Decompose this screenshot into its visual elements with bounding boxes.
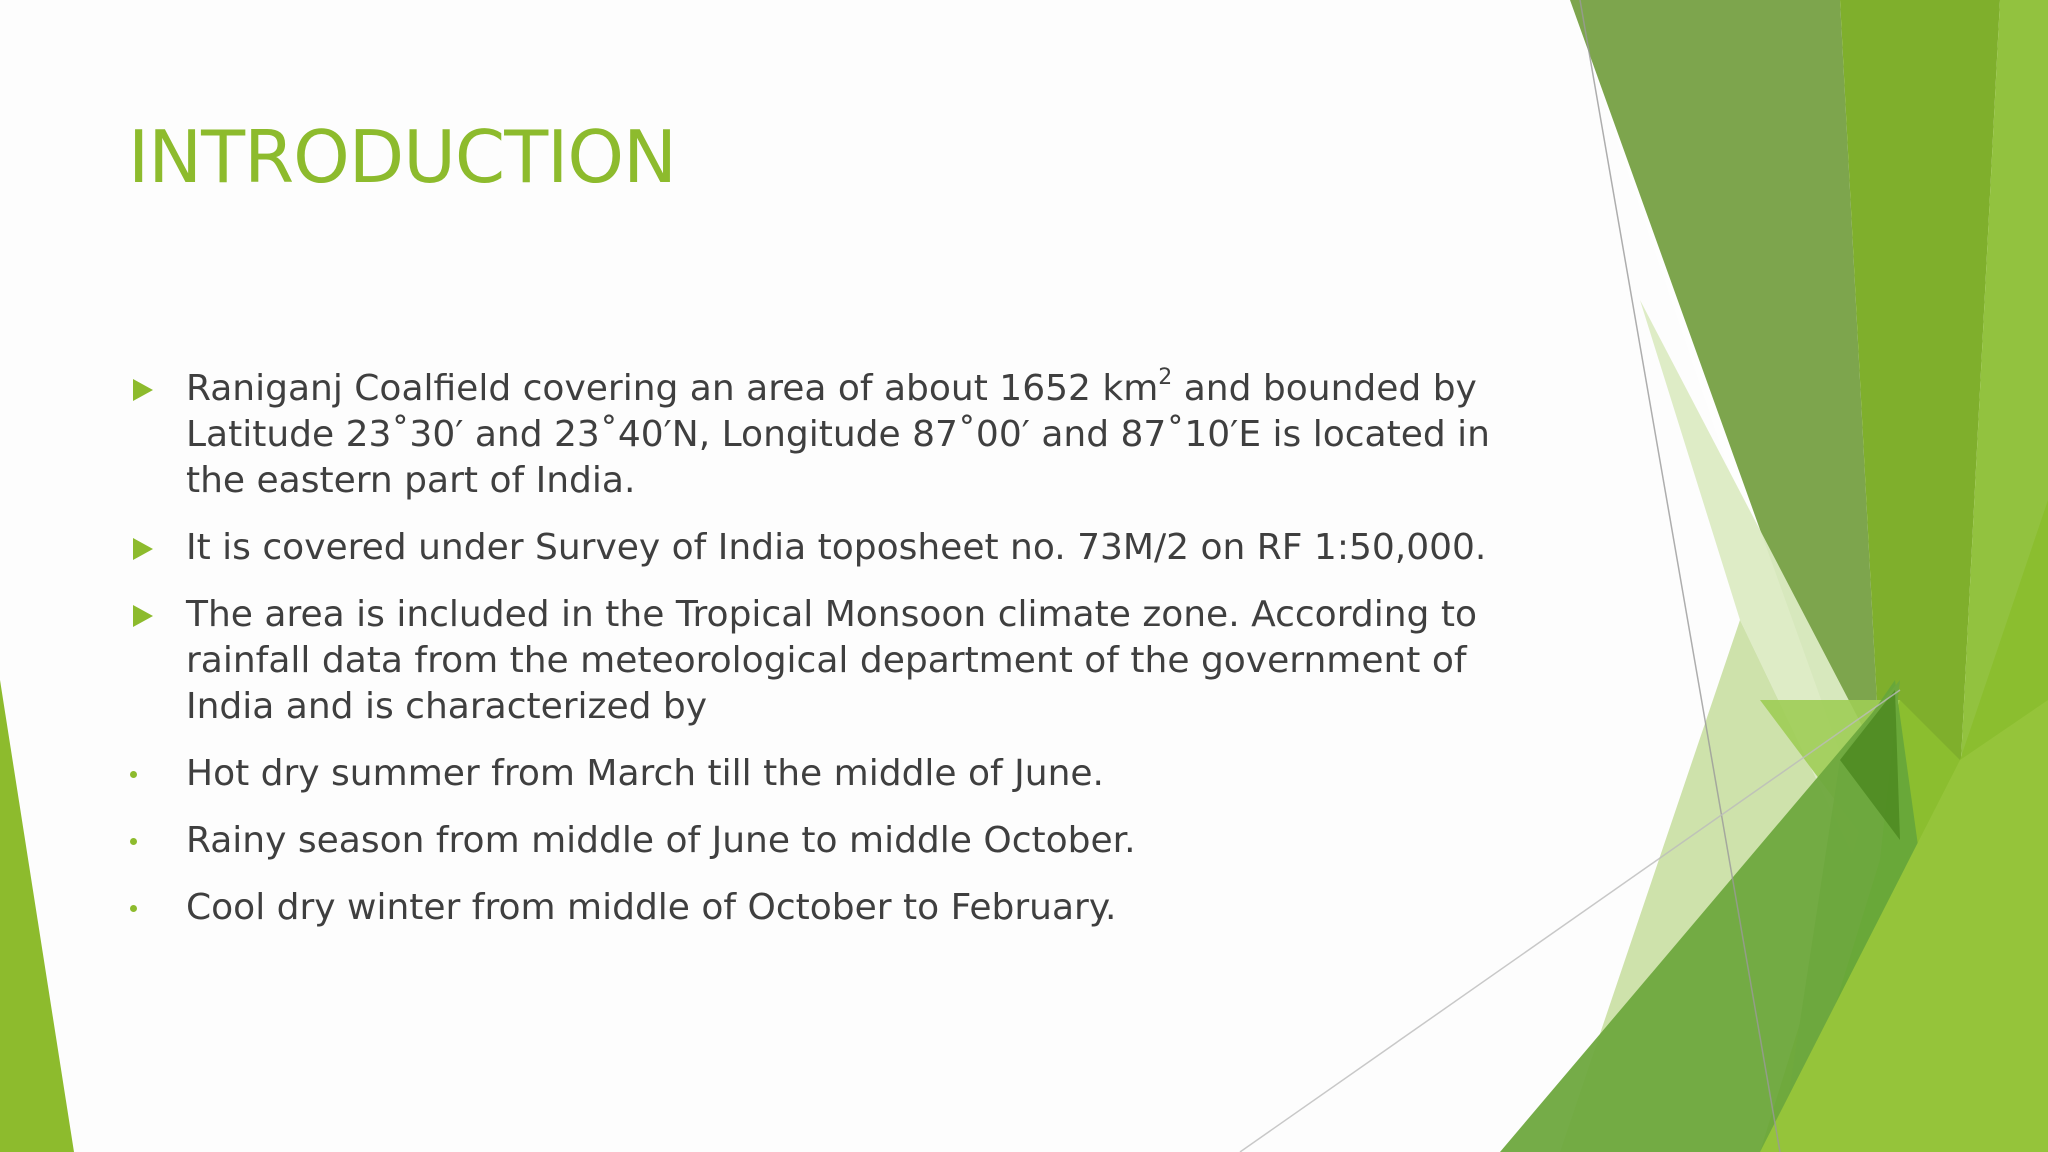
bullet-text: Raniganj Coalfield covering an area of about 1652 $km^2$ and bounded by Latitude 23˚30′ and 23˚40′N, Longitude 87˚00′ and 87˚10′E is located in the eastern part of India. [186,365,1490,501]
arrow-bullet-icon [128,366,168,412]
superscript: 2 [1158,365,1173,390]
sub-bullet-item [128,818,1528,864]
bullet-text: It is covered under Survey of India toposheet no. 73M/2 on RF 1:50,000. [186,527,1487,568]
bullet-item [128,366,1528,504]
dot-bullet-icon [128,885,168,931]
sub-bullet-item [128,751,1528,797]
bullet-item [128,592,1528,730]
bullet-text: Hot dry summer from March till the middle of June. [186,753,1104,794]
bullet-item [128,525,1528,571]
bullet-text: Rainy season from middle of June to middle October. [186,820,1136,861]
dot-bullet-icon [128,818,168,864]
arrow-bullet-icon [128,592,168,638]
dot-bullet-icon [128,751,168,797]
bullet-text: The area is included in the Tropical Monsoon climate zone. According to rainfall data from the meteorological department of the government of India and is characterized by [186,594,1477,727]
arrow-bullet-icon [128,525,168,571]
sub-bullet-item [128,885,1528,931]
bullet-list [128,366,1528,952]
slide-title: INTRODUCTION [128,115,676,199]
bullet-text: Cool dry winter from middle of October to February. [186,887,1117,928]
